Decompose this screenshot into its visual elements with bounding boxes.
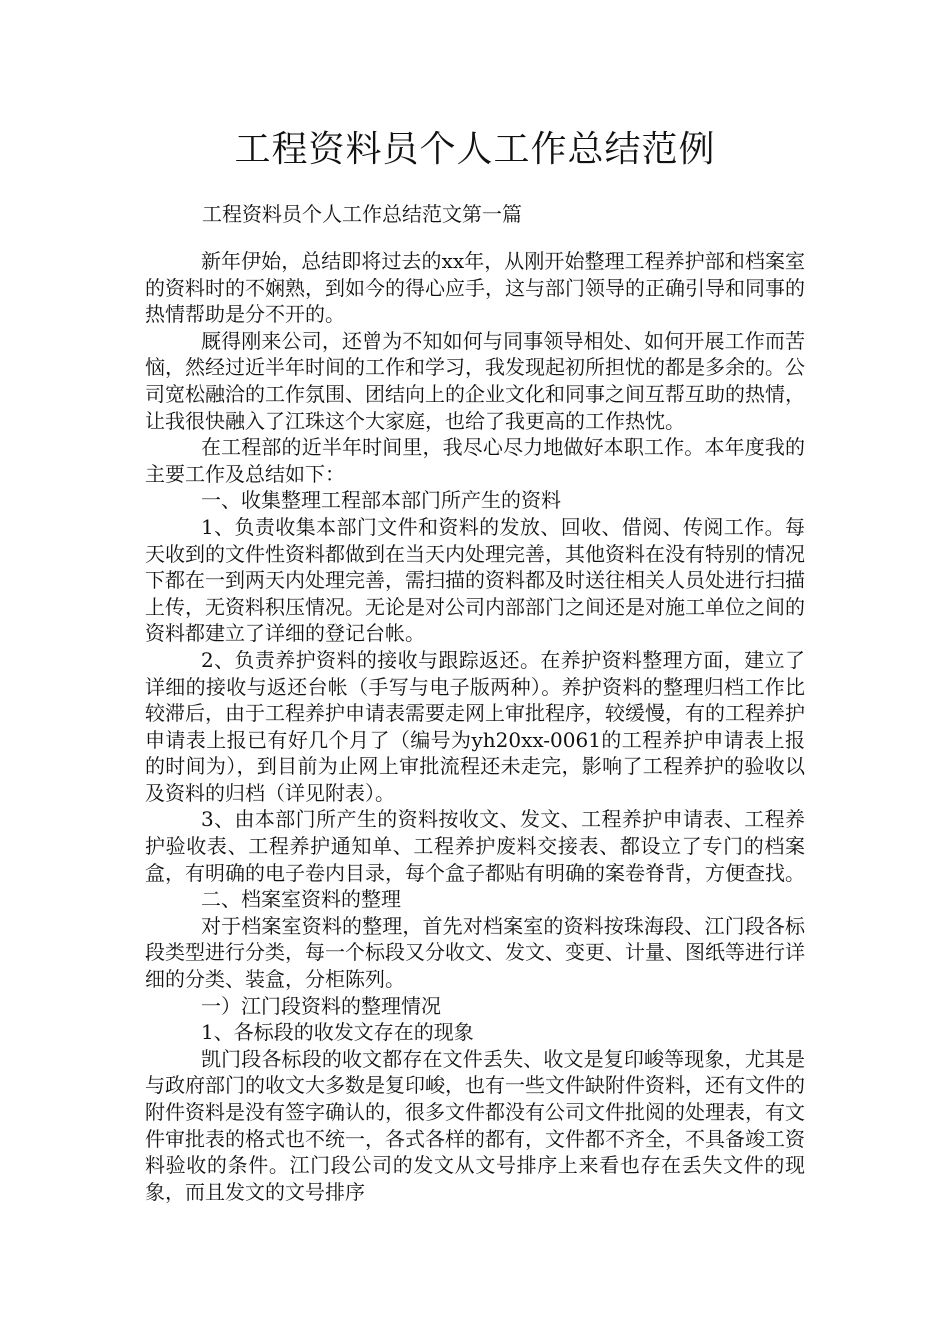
paragraph: 新年伊始，总结即将过去的xx年，从刚开始整理工程养护部和档案室的资料时的不娴熟，到如今的得心应手，这与部门领导的正确引导和同事的热情帮助是分不开的。	[145, 249, 805, 327]
paragraph: 3、由本部门所产生的资料按收文、发文、工程养护申请表、工程养护验收表、工程养护通知单、工程养护废料交接表、都设立了专门的档案盒，有明确的电子卷内目录，每个盒子都贴有明确的案卷脊背，方便查找。	[145, 807, 805, 885]
section-heading: 一、收集整理工程部本部门所产生的资料	[201, 488, 561, 513]
paragraph: 厩得刚来公司，还曾为不知如何与同事领导相处、如何开展工作而苦恼，然经过近半年时间的工作和学习，我发现起初所担忧的都是多余的。公司宽松融洽的工作氛围、团结向上的企业文化和同事之间互帮互助的热情，让我很快融入了江珠这个大家庭，也给了我更高的工作热忱。	[145, 328, 805, 433]
section-heading: 二、档案室资料的整理	[201, 887, 401, 912]
document-body	[145, 248, 805, 1205]
paragraph: 2、负责养护资料的接收与跟踪返还。在养护资料整理方面，建立了详细的接收与返还台帐（手写与电子版两种）。养护资料的整理归档工作比较滞后，由于工程养护申请表需要走网上审批程序，较缓慢，有的工程养护申请表上报已有好几个月了（编号为yh20xx-0061的工程养护申请表上报的时间为），到目前为止网上审批流程还未走完，影响了工程养护的验收以及资料的归档（详见附表）。	[145, 647, 805, 805]
subsection-heading: 1、各标段的收发文存在的现象	[201, 1020, 474, 1045]
paragraph: 对于档案室资料的整理，首先对档案室的资料按珠海段、江门段各标段类型进行分类，每一个标段又分收文、发文、变更、计量、图纸等进行详细的分类、装盒，分柜陈列。	[145, 913, 805, 992]
paragraph: 1、负责收集本部门文件和资料的发放、回收、借阅、传阅工作。每天收到的文件性资料都做到在当天内处理完善，其他资料在没有特别的情况下都在一到两天内处理完善，需扫描的资料都及时送往相关人员处进行扫描上传，无资料积压情况。无论是对公司内部部门之间还是对施工单位之间的资料都建立了详细的登记台帐。	[145, 514, 805, 646]
subsection-heading: 一）江门段资料的整理情况	[201, 993, 441, 1018]
document-subtitle: 工程资料员个人工作总结范文第一篇	[202, 202, 522, 226]
document-title: 工程资料员个人工作总结范例	[234, 129, 716, 170]
paragraph: 在工程部的近半年时间里，我尽心尽力地做好本职工作。本年度我的主要工作及总结如下：	[145, 435, 805, 486]
paragraph: 凯门段各标段的收文都存在文件丢失、收文是复印峻等现象，尤其是与政府部门的收文大多数是复印峻，也有一些文件缺附件资料，还有文件的附件资料是没有签字确认的，很多文件都没有公司文件批阅的处理表，有文件审批表的格式也不统一，各式各样的都有，文件都不齐全，不具备竣工资料验收的条件。江门段公司的发文从文号排序上来看也存在丢失文件的现象，而且发文的文号排序	[145, 1046, 805, 1204]
